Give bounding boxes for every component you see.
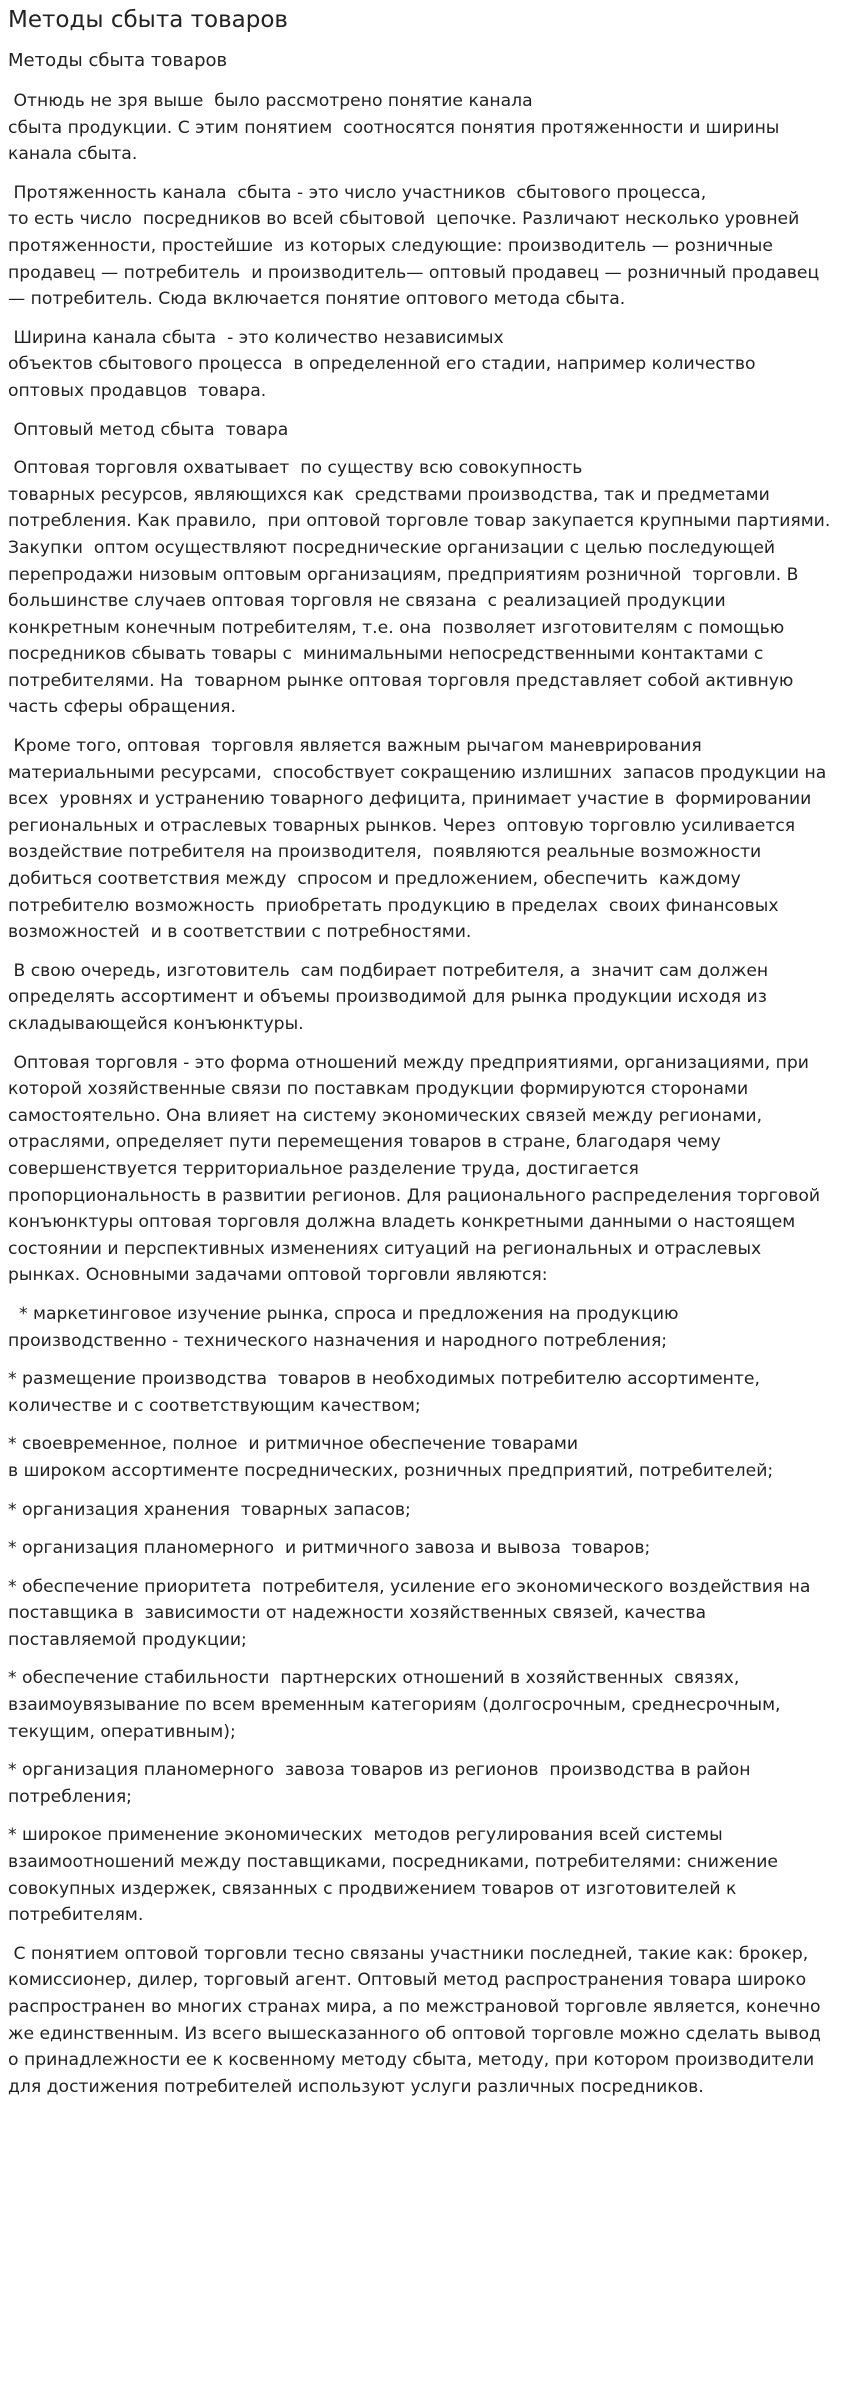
paragraph-wholesale-definition: Оптовая торговля - это форма отношений между предприятиями, организациями, при которой хозяйственные связи по поставкам продукции формируются сторонами самостоятельно. Она влияет на систему экономических связей между регионами, отраслями, определяет пути перемещения товаров в стране, благодаря чему совершенствуется территориальное разделение труда, достигается пропорциональность в развитии регионов. Для рационального распределения торговой конъюнктуры оптовая торговля должна владеть конкретными данными о настоящем состоянии и перспективных изменениях ситуаций на региональных и отраслевых рынках. Основными задачами оптовой торговли являются:	[8, 1052, 826, 1286]
list-item-task: * организация планомерного и ритмичного завоза и вывоза товаров;	[8, 1538, 651, 1559]
paragraph-conclusion: С понятием оптовой торговли тесно связаны участники последней, такие как: брокер, комиссионер, дилер, торговый агент. Оптовый метод распространения товара широко распространен во многих странах мира, а по межстрановой торговле является, конечно же единственным. Из всего вышесказанного об оптовой торговле можно сделать вывод о принадлежности ее к косвенному методу сбыта, методу, при котором производители для достижения потребителей используют услуги различных посредников.	[8, 1943, 827, 2097]
section-heading-wholesale: Оптовый метод сбыта товара	[8, 419, 289, 440]
list-item-task: * широкое применение экономических методов регулирования всей системы взаимоотношений между поставщиками, посредниками, потребителями: снижение совокупных издержек, связанных с продвижением товаров от изготовителей к потребителям.	[8, 1825, 784, 1926]
document-body	[8, 88, 835, 2100]
list-item-task: * организация хранения товарных запасов;	[8, 1499, 411, 1520]
list-item-task: * обеспечение стабильности партнерских отношений в хозяйственных связях, взаимоувязывание по всем временным категориям (долгосрочным, среднесрочным, текущим, оперативным);	[8, 1668, 786, 1742]
paragraph-channel-length: Протяженность канала сбыта - это число участников сбытового процесса, то есть число посредников во всей сбытовой цепочке. Различают несколько уровней протяженности, простейшие из которых следующие: производитель — розничные продавец — потребитель и производитель— оптовый продавец — розничный продавец — потребитель. Сюда включается понятие оптового метода сбыта.	[8, 182, 820, 310]
list-item-task: * организация планомерного завоза товаров из регионов производства в район потребления;	[8, 1760, 756, 1807]
page-title: Методы сбыта товаров	[8, 7, 288, 33]
list-item-task: * своевременное, полное и ритмичное обеспечение товарами в широком ассортименте посреднических, розничных предприятий, потребителей;	[8, 1434, 774, 1481]
list-item-task: * обеспечение приоритета потребителя, усиление его экономического воздействия на поставщика в зависимости от надежности хозяйственных связей, качества поставляемой продукции;	[8, 1576, 816, 1650]
paragraph-manufacturer: В свою очередь, изготовитель сам подбирает потребителя, а значит сам должен определять ассортимент и объемы производимой для рынка продукции исходя из складывающейся конъюнктуры.	[8, 960, 774, 1034]
list-item-task: * размещение производства товаров в необходимых потребителю ассортименте, количестве и с соответствующим качеством;	[8, 1369, 766, 1416]
paragraph-channel-width: Ширина канала сбыта - это количество независимых объектов сбытового процесса в определенной его стадии, например количество оптовых продавцов товара.	[8, 327, 756, 401]
list-item-task: * маркетинговое изучение рынка, спроса и предложения на продукцию производственно - технического назначения и народного потребления;	[8, 1303, 684, 1351]
paragraph-wholesale-lever: Кроме того, оптовая торговля является важным рычагом маневрирования материальными ресурсами, способствует сокращению излишних запасов продукции на всех уровнях и устранению товарного дефицита, принимает участие в формировании региональных и отраслевых товарных рынков. Через оптовую торговлю усиливается воздействие потребителя на производителя, появляются реальные возможности добиться соответствия между спросом и предложением, обеспечить каждому потребителю возможность приобретать продукцию в пределах своих финансовых возможностей и в соответствии с потребностями.	[8, 736, 832, 943]
paragraph-channel-intro: Отнюдь не зря выше было рассмотрено понятие канала сбыта продукции. С этим понятием соотносятся понятия протяженности и ширины канала сбыта.	[8, 91, 780, 165]
paragraph-wholesale-scope: Оптовая торговля охватывает по существу всю совокупность товарных ресурсов, являющихся как средствами производства, так и предметами потребления. Как правило, при оптовой торговле товар закупается крупными партиями. Закупки оптом осуществляют посреднические организации с целью последующей перепродажи низовым оптовым организациям, предприятиям розничной торговли. В большинстве случаев оптовая торговля не связана с реализацией продукции конкретным конечным потребителям, т.е. она позволяет изготовителям с помощью посредников сбывать товары с минимальными непосредственными контактами с потребителями. На товарном рынке оптовая торговля представляет собой активную часть сферы обращения.	[8, 458, 831, 718]
document-subtitle: Методы сбыта товаров	[8, 50, 228, 71]
